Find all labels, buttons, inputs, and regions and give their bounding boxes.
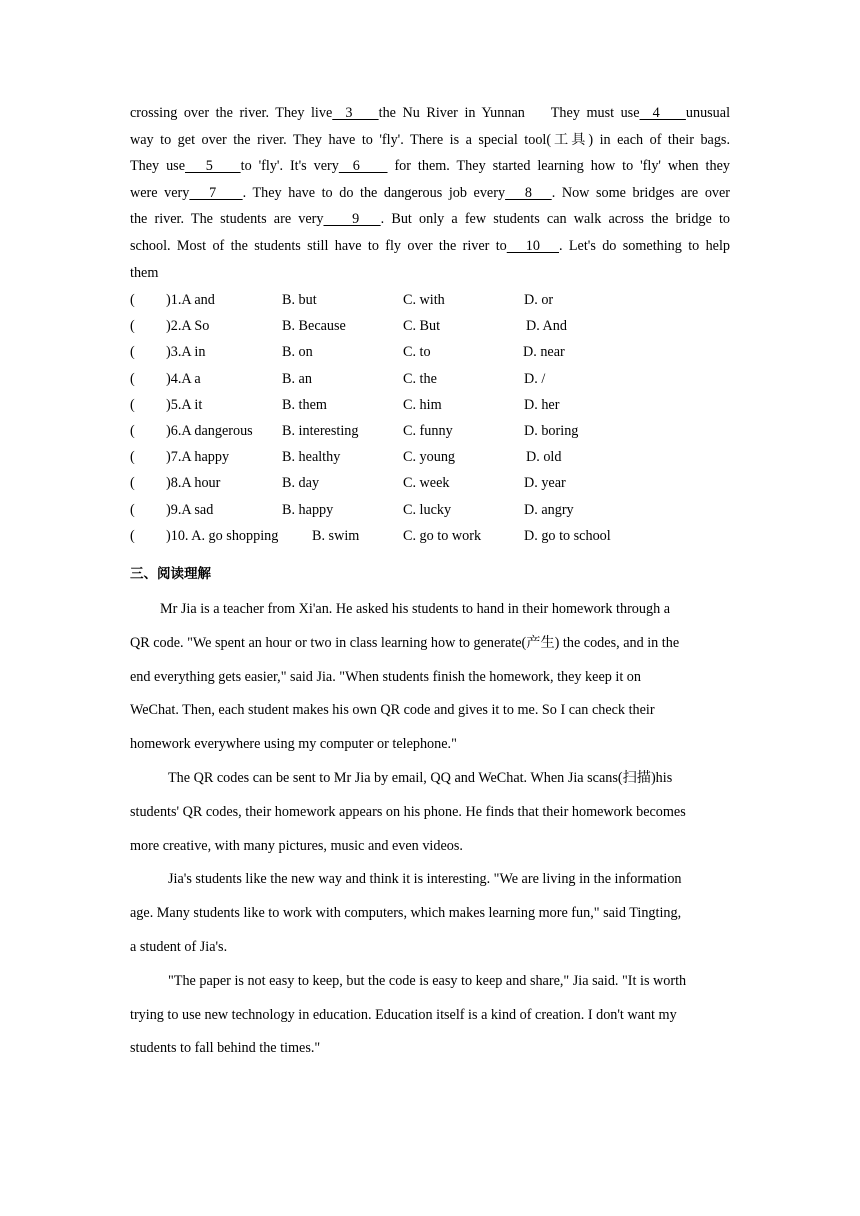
passage-line: Mr Jia is a teacher from Xi'an. He asked his students to hand in their homework through a <box>160 601 671 617</box>
text-run: the Nu River in Yunnan They must use <box>378 105 640 121</box>
blank-10: 10 <box>506 237 559 254</box>
passage-line: a student of Jia's. <box>130 938 228 955</box>
option-a: )9.A sad <box>166 501 214 518</box>
passage-line: students to fall behind the times." <box>130 1040 321 1057</box>
cloze-line <box>130 260 730 287</box>
option-row <box>130 339 730 365</box>
text-run: . Let's do something to help <box>559 237 731 254</box>
option-row <box>130 392 730 418</box>
cloze-options <box>130 287 730 549</box>
answer-paren: ( <box>130 449 135 466</box>
option-d: D. near <box>523 344 565 361</box>
option-d: D. old <box>526 449 562 466</box>
text-run: to 'fly'. It's very <box>240 158 339 175</box>
passage-line: homework everywhere using my computer or telephone." <box>130 736 457 753</box>
cloze-passage <box>130 100 730 286</box>
answer-paren: ( <box>130 475 135 492</box>
option-row <box>130 470 730 496</box>
option-c: C. week <box>403 475 450 492</box>
option-b: B. but <box>282 292 317 308</box>
option-a: )10. A. go shopping <box>166 527 279 544</box>
option-row <box>130 444 730 470</box>
option-row <box>130 366 730 392</box>
answer-paren: ( <box>130 292 135 308</box>
answer-paren: ( <box>130 318 135 335</box>
option-row <box>130 418 730 444</box>
text-run: were very <box>130 184 190 201</box>
option-b: B. healthy <box>282 449 341 466</box>
passage-line: WeChat. Then, each student makes his own QR code and gives it to me. So I can check their <box>130 702 655 719</box>
blank-4: 4 <box>639 105 686 121</box>
cloze-line <box>130 233 730 260</box>
option-a: )8.A hour <box>166 475 221 492</box>
option-d: D. year <box>524 475 566 492</box>
option-row <box>130 523 730 549</box>
answer-paren: ( <box>130 370 135 387</box>
text-run: . Now some bridges are over <box>551 184 731 201</box>
blank-6: 6 <box>338 158 388 175</box>
cloze-line <box>130 206 730 233</box>
option-d: D. And <box>526 318 567 335</box>
option-row <box>130 287 730 313</box>
option-c: C. lucky <box>403 501 452 518</box>
option-d: D. / <box>524 370 546 387</box>
answer-paren: ( <box>130 396 135 413</box>
reading-passage <box>130 593 730 1066</box>
option-b: B. swim <box>312 527 360 544</box>
passage-line: trying to use new technology in education. Education itself is a kind of creation. I don't want my <box>130 1006 677 1023</box>
option-a: )6.A dangerous <box>166 422 253 439</box>
text-run: school. Most of the students still have to fly over the river to <box>130 237 507 254</box>
cloze-line <box>130 180 730 207</box>
option-b: B. interesting <box>282 422 359 439</box>
option-d: D. angry <box>524 501 574 518</box>
blank-5: 5 <box>185 158 241 175</box>
answer-paren: ( <box>130 344 135 361</box>
option-c: C. But <box>403 318 441 335</box>
option-d: D. boring <box>524 422 579 439</box>
text-run: them <box>130 264 159 281</box>
blank-7: 7 <box>189 184 243 201</box>
option-b: B. an <box>282 370 312 387</box>
option-a: )5.A it <box>166 396 203 413</box>
passage-line: students' QR codes, their homework appears on his phone. He finds that their homework becomes <box>130 803 686 820</box>
answer-paren: ( <box>130 422 135 439</box>
answer-paren: ( <box>130 501 135 518</box>
option-c: C. funny <box>403 422 453 439</box>
option-c: C. with <box>403 292 445 308</box>
option-row <box>130 313 730 339</box>
option-row <box>130 497 730 523</box>
option-c: C. young <box>403 449 456 466</box>
section-heading: 三、阅读理解 <box>130 566 211 582</box>
text-run: . But only a few students can walk across the bridge to <box>380 211 731 228</box>
option-a: )1.A and <box>166 292 215 308</box>
cloze-line <box>130 100 730 127</box>
option-b: B. on <box>282 344 313 361</box>
option-d: D. go to school <box>524 527 611 544</box>
text-run: . They have to do the dangerous job every <box>242 184 506 201</box>
option-a: )4.A a <box>166 370 201 387</box>
passage-line: "The paper is not easy to keep, but the code is easy to keep and share," Jia said. "It is worth <box>168 972 687 989</box>
passage-line: age. Many students like to work with computers, which makes learning more fun," said Tingting, <box>130 905 682 922</box>
text-run: crossing over the river. They live <box>130 105 333 121</box>
option-b: B. happy <box>282 501 334 518</box>
passage-line: The QR codes can be sent to Mr Jia by email, QQ and WeChat. When Jia scans(扫描)his <box>168 769 673 786</box>
cloze-line <box>130 127 730 154</box>
text-run: the river. The students are very <box>130 211 324 228</box>
text-run: unusual <box>685 105 731 121</box>
option-c: C. go to work <box>403 527 482 544</box>
cloze-line <box>130 153 730 180</box>
blank-9: 9 <box>323 211 381 228</box>
option-c: C. to <box>403 344 431 361</box>
blank-3: 3 <box>332 105 379 121</box>
option-b: B. day <box>282 475 320 492</box>
passage-line: Jia's students like the new way and think it is interesting. "We are living in the information <box>168 871 682 888</box>
text-run: They use <box>130 158 185 175</box>
option-b: B. them <box>282 396 327 413</box>
option-d: D. her <box>524 396 560 413</box>
passage-line: end everything gets easier," said Jia. "When students finish the homework, they keep it on <box>130 668 641 685</box>
blank-8: 8 <box>505 184 552 201</box>
option-d: D. or <box>524 292 554 308</box>
option-a: )2.A So <box>166 318 210 335</box>
text-run: way to get over the river. They have to 'fly'. There is a special tool(工具) in each of their bags. <box>130 131 730 148</box>
passage-line: QR code. "We spent an hour or two in class learning how to generate(产生) the codes, and in the <box>130 634 680 651</box>
option-a: )7.A happy <box>166 449 230 466</box>
option-a: )3.A in <box>166 344 206 361</box>
answer-paren: ( <box>130 527 135 544</box>
option-c: C. the <box>403 370 437 387</box>
option-c: C. him <box>403 396 442 413</box>
text-run: for them. They started learning how to 'fly' when they <box>387 158 730 175</box>
passage-line: more creative, with many pictures, music and even videos. <box>130 837 463 854</box>
option-b: B. Because <box>282 318 346 335</box>
